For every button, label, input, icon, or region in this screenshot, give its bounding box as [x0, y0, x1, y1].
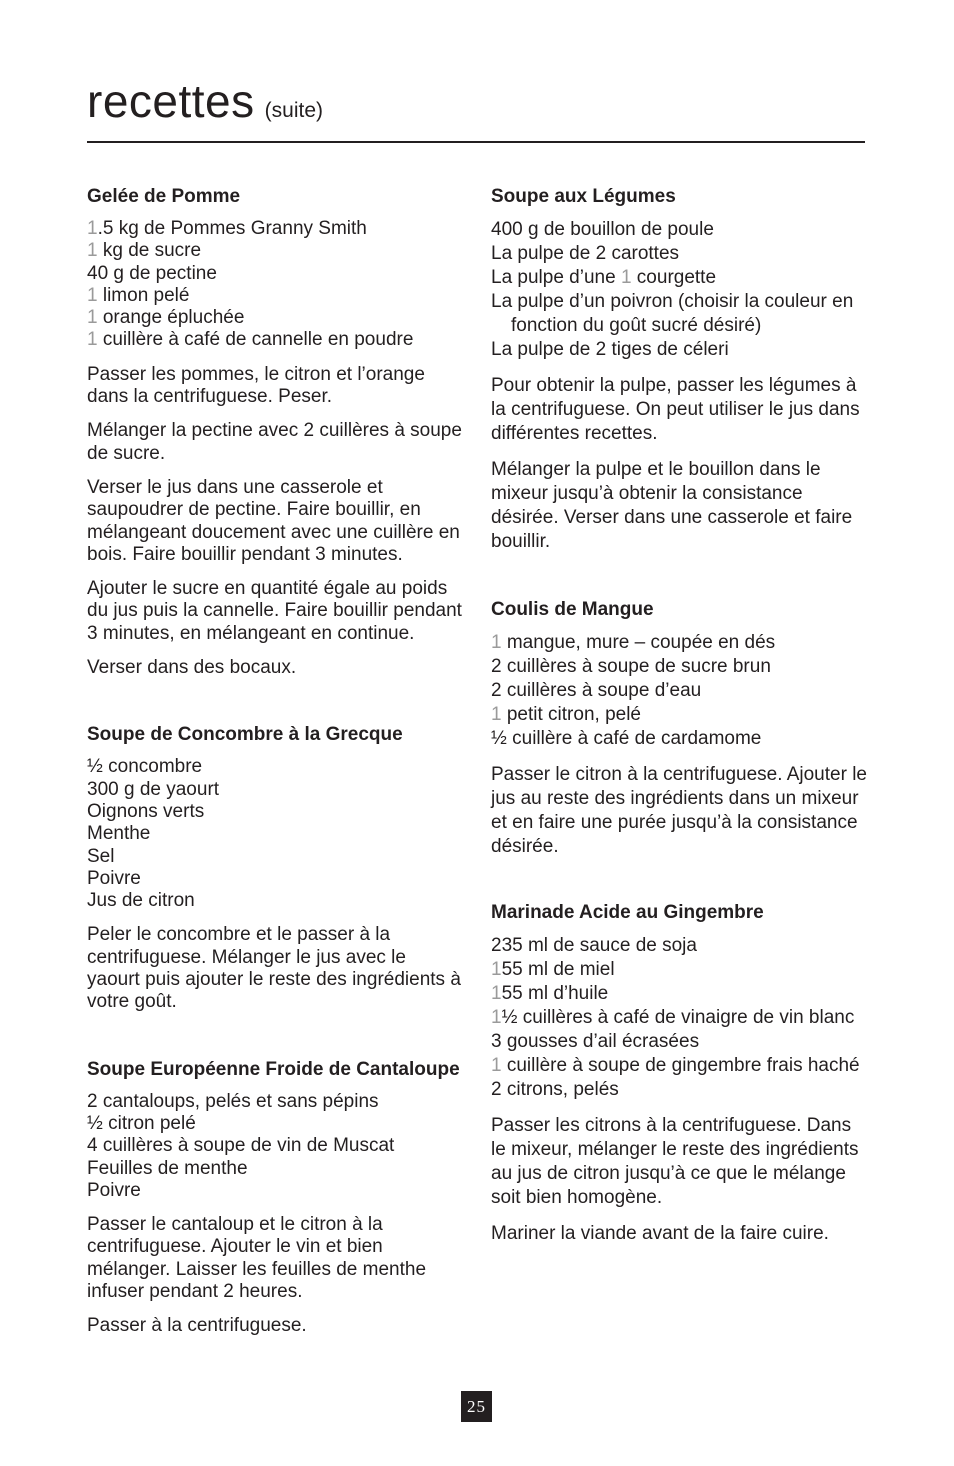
ingredient: La pulpe d’une 1 courgette — [491, 267, 717, 288]
page-subtitle: (suite) — [264, 99, 323, 122]
ingredient: La pulpe d’un poivron (choisir la couleur en fonction du goût sucré désiré) — [491, 291, 854, 336]
recipe-title: Coulis de Mangue — [491, 599, 654, 620]
ingredient: ½ cuillère à café de cardamome — [491, 728, 762, 749]
ingredient: Sel — [87, 845, 115, 867]
ingredient: 1 petit citron, pelé — [491, 704, 641, 725]
recipe-step: Passer à la centrifuguese. — [87, 1315, 307, 1337]
page-number: 25 — [461, 1391, 492, 1422]
ingredient-list — [87, 756, 463, 912]
ingredient-list — [491, 218, 867, 362]
recipe-step: Verser dans des bocaux. — [87, 657, 297, 679]
recipe-step: Passer le cantaloup et le citron à la centrifuguese. Ajouter le vin et bien mélanger. Laisser les feuilles de menthe infuser pendant 2 heures. — [87, 1214, 427, 1302]
recipe-title: Gelée de Pomme — [87, 186, 241, 207]
recipe-title: Soupe Européenne Froide de Cantaloupe — [87, 1058, 460, 1080]
ingredient: La pulpe de 2 tiges de céleri — [491, 339, 729, 360]
ingredient: 4 cuillères à soupe de vin de Muscat — [87, 1135, 395, 1157]
ingredient: 1 kg de sucre — [87, 240, 202, 262]
recipe-marinade-gingembre — [491, 902, 867, 1246]
ingredient: 1 cuillère à soupe de gingembre frais haché — [491, 1055, 860, 1076]
ingredient-list — [87, 218, 463, 352]
recipe-step: Passer le citron à la centrifuguese. Ajouter le jus au reste des ingrédients dans un mixeur et en faire une purée jusqu’à la consistance désirée. — [491, 764, 867, 857]
ingredient: Menthe — [87, 823, 151, 845]
ingredient: 2 cuillères à soupe de sucre brun — [491, 656, 771, 677]
recipe-step: Mélanger la pulpe et le bouillon dans le mixeur jusqu’à obtenir la consistance désirée. Verser dans une casserole et faire bouillir. — [491, 459, 853, 552]
recipe-step: Passer les pommes, le citron et l’orange dans la centrifuguese. Peser. — [87, 363, 425, 408]
recipe-step: Verser le jus dans une casserole et saupoudrer de pectine. Faire bouillir, en mélangeant doucement avec une cuillère en bois. Faire bouillir pendant 3 minutes. — [87, 476, 460, 565]
ingredient: ½ citron pelé — [87, 1112, 196, 1134]
recipe-step: Peler le concombre et le passer à la centrifuguese. Mélanger le jus avec le yaourt puis ajouter le reste des ingrédients à votre goût. — [87, 924, 461, 1013]
recipe-step: Pour obtenir la pulpe, passer les légumes à la centrifuguese. On peut utiliser le jus dans différentes recettes. — [491, 375, 860, 444]
recipe-title: Marinade Acide au Gingembre — [491, 902, 764, 923]
ingredient: 400 g de bouillon de poule — [491, 219, 714, 240]
ingredient: 300 g de yaourt — [87, 778, 220, 800]
page-header — [87, 75, 865, 127]
recipe-step: Mariner la viande avant de la faire cuire. — [491, 1223, 829, 1244]
ingredient: Jus de citron — [87, 890, 195, 912]
ingredient: 1 limon pelé — [87, 284, 190, 306]
page-title: recettes — [87, 75, 255, 127]
ingredient-list — [491, 934, 867, 1102]
ingredient: Oignons verts — [87, 800, 205, 822]
header-rule — [87, 141, 865, 143]
ingredient: 3 gousses d’ail écrasées — [491, 1031, 700, 1052]
ingredient: 2 cuillères à soupe d’eau — [491, 680, 702, 701]
recipe-coulis-mangue — [491, 599, 867, 859]
recipe-title: Soupe de Concombre à la Grecque — [87, 724, 403, 746]
ingredient: 2 citrons, pelés — [491, 1079, 619, 1100]
recipe-step: Passer les citrons à la centrifuguese. Dans le mixeur, mélanger le reste des ingrédients au jus de citron jusqu’à ce que le mélange soit bien homogène. — [491, 1115, 859, 1208]
ingredient: 1½ cuillères à café de vinaigre de vin blanc — [491, 1007, 855, 1028]
ingredient: 1 cuillère à café de cannelle en poudre — [87, 329, 414, 351]
left-column — [87, 186, 463, 1350]
ingredient: 155 ml d’huile — [491, 983, 609, 1004]
ingredient: La pulpe de 2 carottes — [491, 243, 680, 264]
recipe-gelee-de-pomme — [87, 186, 463, 679]
recipe-step: Ajouter le sucre en quantité égale au poids du jus puis la cannelle. Faire bouillir pendant 3 minutes, en mélangeant en continue. — [87, 578, 462, 644]
right-column — [491, 186, 867, 1258]
ingredient-list — [87, 1091, 463, 1202]
ingredient: 2 cantaloups, pelés et sans pépins — [87, 1090, 379, 1112]
ingredient: 235 ml de sauce de soja — [491, 935, 697, 956]
ingredient: 155 ml de miel — [491, 959, 615, 980]
ingredient: 1 orange épluchée — [87, 307, 245, 329]
recipe-soupe-legumes — [491, 186, 867, 554]
ingredient: ½ concombre — [87, 756, 203, 778]
recipe-title: Soupe aux Légumes — [491, 186, 676, 207]
ingredient: Feuilles de menthe — [87, 1157, 248, 1179]
ingredient: Poivre — [87, 867, 141, 889]
ingredient-list — [491, 631, 867, 751]
recipe-soupe-cantaloupe — [87, 1059, 463, 1338]
ingredient: 40 g de pectine — [87, 262, 217, 284]
ingredient: 1 mangue, mure – coupée en dés — [491, 632, 776, 653]
recipe-step: Mélanger la pectine avec 2 cuillères à soupe de sucre. — [87, 420, 462, 464]
recipe-soupe-concombre — [87, 724, 463, 1013]
ingredient: 1.5 kg de Pommes Granny Smith — [87, 218, 367, 239]
ingredient: Poivre — [87, 1179, 141, 1201]
